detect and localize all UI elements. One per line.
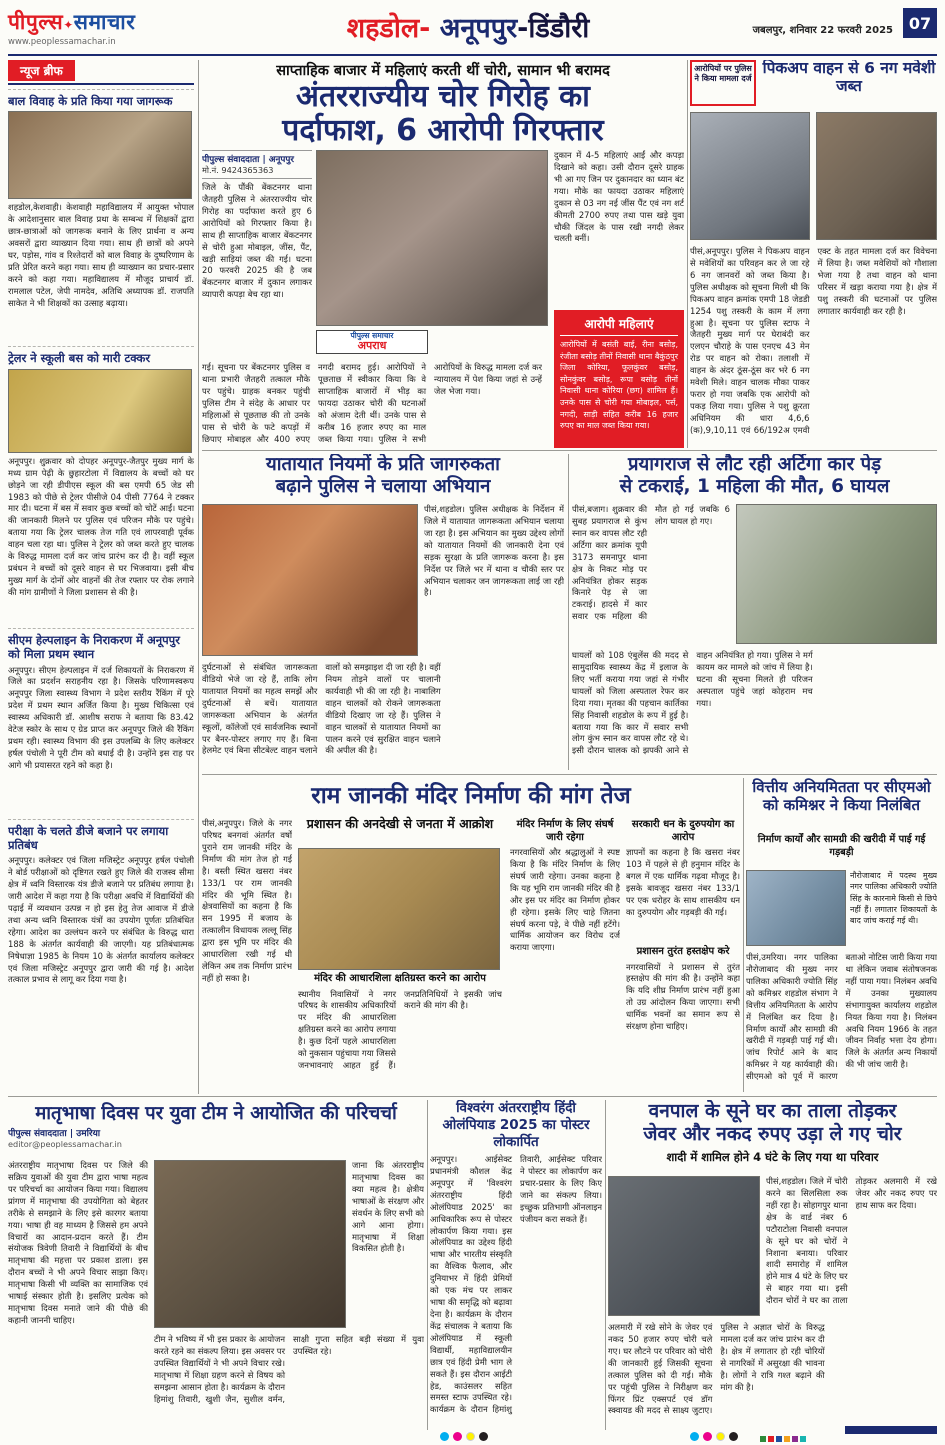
temple-subhead-3: सरकारी धन के दुरुपयोग का आरोप xyxy=(631,819,735,843)
reporter-phone: मो.नं. 9424365363 xyxy=(202,165,274,175)
brief-item-cm-helpline xyxy=(8,628,194,815)
pickup-truck-photo xyxy=(690,112,810,240)
lead-headline-line2: पर्दाफाश, 6 आरोपी गिरफ्तार xyxy=(282,112,604,148)
lead-col2-text: दुकान में 4-5 महिलाएं आईं और कपड़ा दिखाने को कहा। उसी दौरान दूसरे ग्राहक भी आ गए जिन पर दुकानदार का ध्यान बंट गया। मौके का फायदा उठाकर महिलाएं दुकान से 03 नग नई जींस पैंट एवं नग शर्ट कीमती 2700 रुपए तथा पास खड़े युवा चौकी जिंदल के पास रखी नगदी लेकर चलती बनीं। xyxy=(554,150,684,244)
ertiga-headline xyxy=(572,454,937,498)
lead-column-1 xyxy=(202,150,312,350)
seized-cattle-photo xyxy=(816,112,937,240)
temple-sub1-text: स्थानीय निवासियों ने नगर परिषद के शासकीय अधिकारियों पर मंदिर की आधारशिला क्षतिग्रस्त करने का आरोप लगाया है। कुछ दिनों पहले आधारशिला को नुकसान पहुंचाया गया जिससे जनभावनाएं आहत हुई हैं। जनप्रतिनिधियों ने इसकी जांच कराने की मांग की है। xyxy=(298,988,502,1071)
pickup-cattle-story xyxy=(690,60,937,448)
language-byline: पीपुल्स संवाददाता | उमरिया xyxy=(8,1129,101,1139)
house-gate-photo xyxy=(608,1176,760,1316)
news-brief-column xyxy=(8,60,194,1094)
brief-headline: परीक्षा के चलते डीजे बजाने पर लगाया प्रतिबंध xyxy=(8,823,169,852)
divider xyxy=(8,1096,937,1097)
temple-column-4 xyxy=(626,816,740,1054)
temple-sub2-text: नगरवासियों और श्रद्धालुओं ने स्पष्ट किया है कि मंदिर निर्माण के लिए संघर्ष जारी रहेगा। उनका कहना है कि यह भूमि राम जानकी मंदिर की है और इस पर मंदिर का निर्माण होकर ही रहेगा। इसके लिए चाहे जितना संघर्ष करना पड़े, वे पीछे नहीं हटेंगे। धार्मिक आयोजन कर विरोध दर्ज कराया जाएगा। xyxy=(510,847,620,953)
edition-region-1: शहडोल- xyxy=(346,13,431,44)
temple-kicker: प्रशासन की अनदेखी से जनता में आक्रोश xyxy=(306,816,494,831)
accused-box-body: आरोपियों में बसंती बाई, रीना बसोड़, रंजीता बसोड़ तीनों निवासी थाना बैकुंठपुर जिला कोरिया, फूलकुंवर बसोड़, सोनकुंवर बसोड़, रूपा बसोड़ तीनों निवासी थाना कोरिया (छग) शामिल हैं। उनके पास से चोरी गया मोबाइल, पर्स, नगदी, साड़ी सहित करीब 16 हजार रुपए का माल जब्त किया गया। xyxy=(560,340,678,431)
stamp-crime-label: अपराध xyxy=(357,339,387,353)
divider xyxy=(605,1100,606,1430)
lead-story xyxy=(202,60,684,448)
language-bottom-text: टीम ने भविष्य में भी इस प्रकार के आयोजन करते रहने का संकल्प लिया। इस अवसर पर उपस्थित विद्यार्थियों ने भी अपने विचार रखे। मातृभाषा में शिक्षा ग्रहण करने से विषय को समझना आसान होता है। कार्यक्रम के दौरान हिमांशु तिवारी, खुशी जैन, सुशील वर्मन, साक्षी गुप्ता सहित बड़ी संख्या में युवा उपस्थित रहे। xyxy=(154,1334,424,1404)
brief-body: अनूपपुर। सीएम हेल्पलाइन में दर्ज शिकायतों के निराकरण में जिले का प्रदर्शन सराहनीय रहा है। जिसके परिणामस्वरूप अनूपपुर जिला स्वास्थ्य विभाग ने प्रदेश स्तरीय रैंकिंग में पूरे प्रदेश में प्रथम स्थान अर्जित किया है। मुख्य चिकित्सा एवं स्वास्थ्य अधिकारी डॉ. आशीष सराफ ने बताया कि 83.42 वेटेज स्कोर के साथ ए ग्रेड प्राप्त कर अनूपपुर जिले की रैंकिंग प्रथम रही। स्वास्थ्य विभाग की इस उपलब्धि के लिए कलेक्टर हर्षल पंचोली ने पूरी टीम को बधाई दी है। उन्होंने इस राह पर आगे भी प्रयासरत रहने को कहा है। xyxy=(8,664,194,770)
municipal-office-photo xyxy=(746,870,846,946)
dateline: जबलपुर, शनिवार 22 फरवरी 2025 xyxy=(752,25,893,36)
byline-box xyxy=(202,150,312,179)
mother-tongue-story xyxy=(8,1100,424,1430)
divider xyxy=(202,450,937,451)
language-col-left: अंतरराष्ट्रीय मातृभाषा दिवस पर जिले की सक्रिय युवाओं की युवा टीम द्वारा भाषा महत्व पर परिचर्चा का आयोजन किया गया। विद्यालय प्रांगण में मातृभाषा की उपयोगिता को बेहतर तरीके से समझाने के लिए इसे कारगर बताया गया। भाषा ही वह माध्यम है जिससे हम अपने विचारों का आदान-प्रदान करते हैं। टीम संयोजक त्रिवेणी तिवारी ने विद्यार्थियों के बीच मातृभाषा की महत्ता पर प्रकाश डाला। इस दौरान बच्चों ने भी अपने विचार साझा किए। मातृभाषा किसी भी व्यक्ति का सामाजिक एवं भाषाई संस्कार होती है। इसलिए प्रत्येक को मातृभाषा दिवस मनाते जाने की पीछे की कहानी जाननी चाहिए। xyxy=(8,1160,148,1325)
brief-item-bus-accident xyxy=(8,346,194,623)
temple-sub4-text: नगरवासियों ने प्रशासन से तुरंत हस्तक्षेप की मांग की है। उन्होंने कहा कि यदि शीघ्र निर्माण प्रारंभ नहीं हुआ तो उग्र आंदोलन किया जाएगा। सभी धार्मिक भवनों का समान रूप से संरक्षण होना चाहिए। xyxy=(626,961,740,1032)
brief-headline: सीएम हेल्पलाइन के निराकरण में अनूपपुर को मिला प्रथम स्थान xyxy=(8,632,180,662)
lead-headline xyxy=(202,80,684,148)
masthead-rule xyxy=(8,54,937,56)
pickup-label-box: आरोपियों पर पुलिस ने किया मामला दर्ज xyxy=(690,60,756,106)
ertiga-side-text: पीसं,बजाग। शुक्रवार की सुबह प्रयागराज से कुंभ स्नान कर वापस लौट रही अर्टिगा कार क्रमांक यूपी 3173 समनापुर थाना क्षेत्र के निकट मोड़ पर अनियंत्रित होकर सड़क किनारे पेड़ से जा टकराई। हादसे में कार सवार एक महिला की मौत हो गई जबकि 6 लोग घायल हो गए। xyxy=(572,504,730,622)
news-brief-tab: न्यूज ब्रीफ xyxy=(8,60,75,81)
theft-headline-line1: वनपाल के सूने घर का ताला तोड़कर xyxy=(648,1100,897,1122)
temple-memorandum-photo xyxy=(298,848,500,970)
divider xyxy=(202,774,937,775)
language-byline-block xyxy=(8,1126,424,1156)
temple-headline: राम जानकी मंदिर निर्माण की मांग तेज xyxy=(311,783,631,809)
logo-text-samachar: समाचार xyxy=(73,10,136,34)
newspaper-logo xyxy=(8,8,135,47)
language-headline: मातृभाषा दिवस पर युवा टीम ने आयोजित की परिचर्चा xyxy=(35,1103,397,1124)
brief-body: अनूपपुर। कलेक्टर एवं जिला मजिस्ट्रेट अनूपपुर हर्षल पंचोली ने बोर्ड परीक्षाओं को दृष्टिगत रखते हुए जिले की राजस्व सीमा क्षेत्र में ध्वनि विस्तारक यंत्र डीजे बजाने पर प्रतिबंध लगाया है। जारी आदेश में कहा गया है कि परीक्षा अवधि में विद्यार्थियों की पढ़ाई में व्यवधान उत्पन्न न हो इस हेतु तेज आवाज में डीजे तथा अन्य ध्वनि विस्तारक यंत्रों का उपयोग पूर्णतः प्रतिबंधित रहेगा। आदेश का उल्लंघन करने पर संबंधित के विरुद्ध धारा 188 के अंतर्गत कार्यवाही की जाएगी। यह प्रतिबंधात्मक निषेधाज्ञा 1985 के नियम 10 के अंतर्गत कार्यालय कलेक्टर एवं जिला मजिस्ट्रेट अनूपपुर द्वारा जारी की गई है। आदेश तत्काल प्रभाव से लागू कर दिया गया है। xyxy=(8,855,194,985)
lead-bottom-text: गई। सूचना पर बेंकटनगर पुलिस व थाना प्रभारी जैतहरी तत्काल मौके पर पहुंचे। ग्राहक बनकर पहुंची पुलिस टीम ने संदेह के आधार पर महिलाओं से पूछताछ की तो उनके पास से चोरी के फटे कपड़ों में छिपाए मोबाइल और 400 रुपए नगदी बरामद हुई। आरोपियों ने पूछताछ में स्वीकार किया कि वे साप्ताहिक बाजारों में भीड़ का फायदा उठाकर चोरी की घटनाओं को अंजाम देती थीं। उनके पास से करीब 16 हजार रुपए का माल जब्त किया गया। पुलिस ने सभी आरोपियों के विरुद्ध मामला दर्ज कर न्यायालय में पेश किया जहां से उन्हें जेल भेजा गया। xyxy=(202,362,542,444)
temple-sub3-text: ज्ञापनों का कहना है कि खसरा नंबर 103 में पहले से ही हनुमान मंदिर के बगल में एक धार्मिक गढ़वा मौजूद है। इसके बावजूद खसरा नंबर 133/1 पर एक धरोहर के साथ शासकीय धन का दुरुपयोग और गड़बड़ी की गई। xyxy=(626,847,740,917)
byline: पीपुल्स संवाददाता | अनूपपुर xyxy=(202,155,294,165)
seized-goods-photo xyxy=(316,150,548,326)
hindi-olympiad-story xyxy=(430,1100,602,1430)
olympiad-headline: विश्वरंग अंतरराष्ट्रीय हिंदी ओलंपियाड 2025 का पोस्टर लोकार्पित xyxy=(442,1100,590,1150)
divider xyxy=(568,454,569,770)
logo-star-icon: ✦ xyxy=(63,18,74,32)
ertiga-bottom-text: घायलों को 108 एंबुलेंस की मदद से सामुदायिक स्वास्थ्य केंद्र में इलाज के लिए भर्ती कराया गया जहां से गंभीर घायलों को जिला अस्पताल रेफर कर दिया गया। मृतका की पहचान कार्तिका सिंह निवासी शहडोल के रूप में हुई है। बताया गया कि कार में सवार सभी लोग कुंभ स्नान कर वापस लौट रहे थे। इसी दौरान चालक को झपकी आने से वाहन अनियंत्रित हो गया। पुलिस ने मर्ग कायम कर मामले को जांच में लिया है। घटना की सूचना मिलते ही परिजन अस्पताल पहुंचे जहां कोहराम मच गया। xyxy=(572,650,813,756)
traffic-bottom-text: दुर्घटनाओं से संबंधित जागरूकता वीडियो भेजे जा रहे हैं, ताकि लोग यातायात नियमों का महत्व समझें और दुर्घटनाओं से बचें। यातायात जागरूकता अभियान के अंतर्गत स्कूलों, कॉलेजों एवं सार्वजनिक स्थानों पर बैनर-पोस्टर लगाए गए हैं। बिना हेलमेट एवं बिना सीटबेल्ट वाहन चलाने वालों को समझाइश दी जा रही है। वहीं नियम तोड़ने वालों पर चालानी कार्यवाही भी की जा रही है। नाबालिग वाहन चालकों को रोकने जागरूकता वीडियो दिखाए जा रहे हैं। पुलिस ने वाहन चालकों से यातायात नियमों का पालन करने एवं सुरक्षित वाहन चलाने की अपील की है। xyxy=(202,662,441,756)
crashed-car-photo xyxy=(736,504,937,644)
pickup-body: पीसं,अनूपपुर। पुलिस ने पिकअप वाहन से मवेशियों का परिवहन कर ले जा रहे 6 नग जानवरों को जब्त किया है। पुलिस अधीक्षक को सूचना मिली थी कि पिकअप वाहन क्रमांक एमपी 18 जेडडी 1254 पशु तस्करी के काम में लगा हुआ है। सूचना पर पुलिस स्टाफ ने जैतहरी मुख्य मार्ग पर घेराबंदी कर एलएन चौराहे के पास एनएच 43 मेन रोड पर वाहन को रोका। तलाशी में वाहन के अंदर ठूंस-ठूंस कर भरे 6 नग मवेशी मिले। वाहन चालक मौका पाकर फरार हो गया जबकि एक आरोपी को पकड़ लिया गया। पुलिस ने पशु क्रूरता अधिनियम की धारा 4,6,6 (क),9,10,11 एवं 66/192अ एमवी एक्ट के तहत मामला दर्ज कर विवेचना में लिया है। जब्त मवेशियों को गौशाला भेजा गया है तथा वाहन को थाना परिसर में खड़ा कराया गया है। क्षेत्र में पशु तस्करी की घटनाओं पर पुलिस लगातार कार्यवाही कर रही है। xyxy=(690,246,937,435)
cmo-side-text: नौरोजाबाद में पदस्थ मुख्य नगर पालिका अधिकारी ज्योति सिंह के कारनामे किसी से छिपे नहीं हैं। लगातार शिकायतों के बाद जांच कराई गई थी। xyxy=(850,871,937,926)
brief-body: अनूपपुर। शुक्रवार को दोपहर अनूपपुर-जैतपुर मुख्य मार्ग के मध्य ग्राम पेढ़ी के छुहारटोला में विद्यालय के बच्चों को घर छोड़ने जा रही डीपीएस स्कूल की बस एमपी 65 जेड सी 1983 को पीछे से ट्रेलर पीसीजे 04 पीसी 7764 ने टक्कर मार दी। घटना में बस में सवार कुछ बच्चों को चोटें आईं। घटना की जानकारी मिलने पर पुलिस एवं परिजन मौके पर पहुंचे। बताया गया कि ट्रेलर चालक तेज गति एवं लापरवाही पूर्वक वाहन चला रहा था। पुलिस ने ट्रेलर को जब्त करते हुए चालक के विरुद्ध मामला दर्ज कर जांच प्रारंभ कर दी है। वहीं स्कूल प्रबंधन ने बच्चों को दूसरे वाहन से घर भिजवाया। इसी बीच मुख्य मार्ग के दोनों ओर वाहनों की तेज रफ्तार पर रोक लगाने की मांग ग्रामीणों ने जिला प्रशासन से की है। xyxy=(8,455,194,597)
temple-subhead-1: मंदिर की आधारशिला क्षतिग्रस्त करने का आरोप xyxy=(314,973,486,984)
traffic-headline-line2: बढ़ाने पुलिस ने चलाया अभियान xyxy=(275,475,491,497)
logo-text-peoples: पीपुल्स xyxy=(8,10,64,34)
traffic-headline-line1: यातायात नियमों के प्रति जागरुकता xyxy=(266,454,500,475)
awareness-session-photo xyxy=(8,111,192,199)
stamp-brand: पीपुल्स समाचार xyxy=(350,331,394,340)
traffic-awareness-story xyxy=(202,454,564,770)
school-bus-photo xyxy=(8,369,192,453)
cmo-headline: वित्तीय अनियमितता पर सीएमओ को कमिश्नर ने किया निलंबित xyxy=(752,778,931,814)
temple-col1-text: पीसं,अनूपपुर। जिले के नगर परिषद बनगवां अंतर्गत वर्षों पुराने राम जानकी मंदिर के निर्माण की मांग तेज हो गई है। बस्ती स्थित खसरा नंबर 133/1 पर राम जानकी मंदिर की भूमि स्थित है। क्षेत्रवासियों का कहना है कि सन 1995 में बजाय के तत्कालीन विधायक लल्लू सिंह द्वारा इस भूमि पर मंदिर की आधारशिला रखी गई थी लेकिन अब तक निर्माण प्रारंभ नहीं हो सका है। xyxy=(202,818,292,983)
forest-guard-theft-story xyxy=(608,1100,937,1430)
ertiga-crash-story xyxy=(572,454,937,770)
page-number: 07 xyxy=(903,8,937,38)
lead-body xyxy=(202,150,684,448)
cmo-suspension-story xyxy=(746,778,937,1092)
edition-title xyxy=(188,8,748,45)
ertiga-headline-line2: से टकराई, 1 महिला की मौत, 6 घायल xyxy=(619,475,890,497)
pickup-header xyxy=(690,60,937,106)
pickup-headline: पिकअप वाहन से 6 नग मवेशी जब्त xyxy=(762,60,936,95)
cmyk-dots-left xyxy=(440,1426,492,1445)
temple-subhead-4: प्रशासन तुरंत हस्तक्षेप करे xyxy=(636,946,730,957)
cmo-subhead: निर्माण कार्यों और सामग्री की खरीदी में पाई गई गड़बड़ी xyxy=(757,834,926,858)
theft-side-text: पीसं,शहडोल। जिले में चोरी करने का सिलसिला रुक नहीं रहा है। सोहागपुर थाना क्षेत्र के वार्ड नंबर 6 पटौराटोला निवासी वनपाल के सूने घर को चोरों ने निशाना बनाया। परिवार शादी समारोह में शामिल होने मात्र 4 घंटे के लिए घर से बाहर गया था। इसी दौरान चोरों ने घर का ताला तोड़कर अलमारी में रखे जेवर और नकद रुपए पर हाथ साफ कर दिया। xyxy=(766,1176,937,1306)
crime-section-stamp xyxy=(316,330,428,354)
cmyk-dots-right xyxy=(690,1426,742,1445)
brief-item-child-marriage xyxy=(8,89,194,342)
discussion-crowd-photo xyxy=(154,1160,346,1328)
language-email: editor@peoplessamachar.in xyxy=(8,1139,122,1149)
temple-column-3 xyxy=(510,816,620,1085)
traffic-side-text: पीसं,शहडोल। पुलिस अधीक्षक के निर्देशन में जिले में यातायात जागरूकता अभियान चलाया जा रहा है। इस अभियान का मुख्य उद्देश्य लोगों को यातायात नियमों की जानकारी देना एवं सड़क सुरक्षा के प्रति जागरूक करना है। इस निर्देश पर जिले भर में थाना व चौकी स्तर पर अभियान चलाकर जन जागरूकता लाई जा रही है। xyxy=(424,504,564,598)
brief-body: शहडोल,केशवाही। केशवाही महाविद्यालय में आयुक्त भोपाल के आदेशानुसार बाल विवाह प्रथा के सम्बन्ध में शिक्षकों द्वारा छात्र-छात्राओं को जागरूक बनाने के लिए प्रार्थना व अन्य अवसरों द्वारा व्याख्यान दिया गया। साथ ही छात्रों को अपने घर, पड़ोस, गांव व रिश्तेदारों को बाल विवाह के दुष्परिणाम के प्रति प्रेरित करने कहा गया। साथ ही व्याख्यान का प्रचार-प्रसार करने को कहा गया। महाविद्यालय में मौजूद प्राचार्य डॉ. रामलाल पटेल, जेपी नामदेव, अतिथि अध्यापक डॉ. राजपति साकेत ने भी शिक्षकों का उत्साह बढ़ाया। xyxy=(8,202,194,308)
lead-col1-text: जिले के पौंकी बेंकटनगर थाना जैतहरी पुलिस ने अंतरराज्यीय चोर गिरोह का पर्दाफाश करते हुए 6 आरोपियों को गिरफ्तार किया है। साथ ही साप्ताहिक बाजार बेंकटनगर से चोरी हुआ मोबाइल, जींस, पैंट, खड़ी साड़ियां जब्त की गई। घटना 20 फरवरी 2025 की है जब बेंकटनगर बाजार में दुकान लगाकर व्यापारी कपड़ा बेच रहा था। xyxy=(202,182,312,300)
theft-headline xyxy=(608,1100,937,1150)
olympiad-body: अनूपपुर। आईसेक्ट प्रधानमंत्री कौशल केंद्र अनूपपुर में 'विश्वरंग अंतरराष्ट्रीय हिंदी ओलंपियाड 2025' का आधिकारिक रूप से पोस्टर लोकार्पण किया गया। इस ओलंपियाड का उद्देश्य हिंदी भाषा और भारतीय संस्कृति का वैश्विक फैलाव, और दुनियाभर में हिंदी प्रेमियों को एक मंच पर लाकर भाषा की समृद्धि को बढ़ावा देना है। कार्यक्रम के दौरान केंद्र संचालक ने बताया कि ओलंपियाड में स्कूली विद्यार्थी, महाविद्यालयीन छात्र एवं हिंदी प्रेमी भाग ले सकते हैं। इस दौरान आईटी हेड, काउंसलर सहित समस्त स्टाफ उपस्थित रहे। कार्यक्रम के दौरान हिमांशु तिवारी, आईसेक्ट परिवार ने पोस्टर का लोकार्पण कर प्रचार-प्रसार के लिए किए जाने का संकल्प लिया। इच्छुक प्रतिभागी ऑनलाइन पंजीयन करा सकते हैं। xyxy=(430,1154,602,1415)
masthead xyxy=(8,6,937,52)
accused-women-box xyxy=(554,310,684,448)
theft-subhead: शादी में शामिल होने 4 घंटे के लिए गया था परिवार xyxy=(666,1150,879,1164)
color-strip xyxy=(760,1427,808,1445)
brief-headline: बाल विवाह के प्रति किया गया जागरूक xyxy=(8,94,173,108)
temple-subhead-2: मंदिर निर्माण के लिए संघर्ष जारी रहेगा xyxy=(516,819,614,843)
divider xyxy=(427,1100,428,1430)
news-brief-header xyxy=(8,60,194,85)
lead-headline-line1: अंतरराज्यीय चोर गिरोह का xyxy=(296,79,590,114)
lead-kicker: साप्ताहिक बाजार में महिलाएं करती थीं चोरी, सामान भी बरामद xyxy=(276,63,610,79)
brief-headline: ट्रेलर ने स्कूली बस को मारी टक्कर xyxy=(8,351,151,366)
temple-center-column xyxy=(298,816,502,1075)
theft-bottom-text: अलमारी में रखे सोने के जेवर एवं नकद 50 हजार रुपए चोरी चले गए। घर लौटने पर परिवार को चोरी की जानकारी हुई जिसकी सूचना तत्काल पुलिस को दी गई। मौके पर पहुंची पुलिस ने निरीक्षण कर फिंगर प्रिंट एक्सपर्ट एवं डॉग स्क्वायड की मदद से साक्ष्य जुटाए। पुलिस ने अज्ञात चोरों के विरुद्ध मामला दर्ज कर जांच प्रारंभ कर दी है। क्षेत्र में लगातार हो रही चोरियों से नागरिकों में असुरक्षा की भावना है। लोगों ने रात्रि गश्त बढ़ाने की मांग की है। xyxy=(608,1322,825,1416)
edition-region-3: -डिंडौरी xyxy=(517,13,590,44)
end-bar xyxy=(845,1426,937,1434)
edition-region-2: अनूपपुर xyxy=(430,13,518,44)
language-col-right: जाना कि अंतरराष्ट्रीय मातृभाषा दिवस का क्या महत्व है। क्षेत्रीय भाषाओं के संरक्षण और संवर्धन के लिए सभी को आगे आना होगा। मातृभाषा में शिक्षा विकसित होती है। xyxy=(352,1160,424,1254)
traffic-campaign-photo xyxy=(202,504,418,656)
theft-headline-line2: जेवर और नकद रुपए उड़ा ले गए चोर xyxy=(643,1122,902,1145)
divider xyxy=(198,60,199,1094)
cmo-body-text: पीसं,उमरिया। नगर पालिका नौरोजाबाद की मुख्य नगर पालिका अधिकारी ज्योति सिंह को कमिश्नर शहडोल संभाग ने वित्तीय अनियमितता के आरोप में निलंबित कर दिया है। निर्माण कार्यों और सामग्री की खरीदी में गड़बड़ी पाई गई थी। जांच रिपोर्ट आने के बाद कमिश्नर ने यह कार्यवाही की। सीएमओ को पूर्व में कारण बताओ नोटिस जारी किया गया था लेकिन जवाब संतोषजनक नहीं पाया गया। निलंबन अवधि में उनका मुख्यालय संभागायुक्त कार्यालय शहडोल नियत किया गया है। निलंबन अवधि नियम 1966 के तहत जीवन निर्वाह भत्ता देय होगा। जिले के अंतर्गत अन्य निकायों की भी जांच जारी है। xyxy=(746,952,937,1082)
website-url: www.peoplessamachar.in xyxy=(8,37,116,47)
traffic-headline xyxy=(202,454,564,498)
brief-item-dj-ban xyxy=(8,819,194,1088)
divider xyxy=(743,778,744,1092)
print-registration-marks xyxy=(0,1424,945,1438)
temple-demand-story xyxy=(202,778,740,1092)
ertiga-headline-line1: प्रयागराज से लौट रही अर्टिगा कार पेड़ xyxy=(628,454,881,475)
accused-box-title: आरोपी महिलाएं xyxy=(560,315,678,336)
divider xyxy=(687,60,688,448)
